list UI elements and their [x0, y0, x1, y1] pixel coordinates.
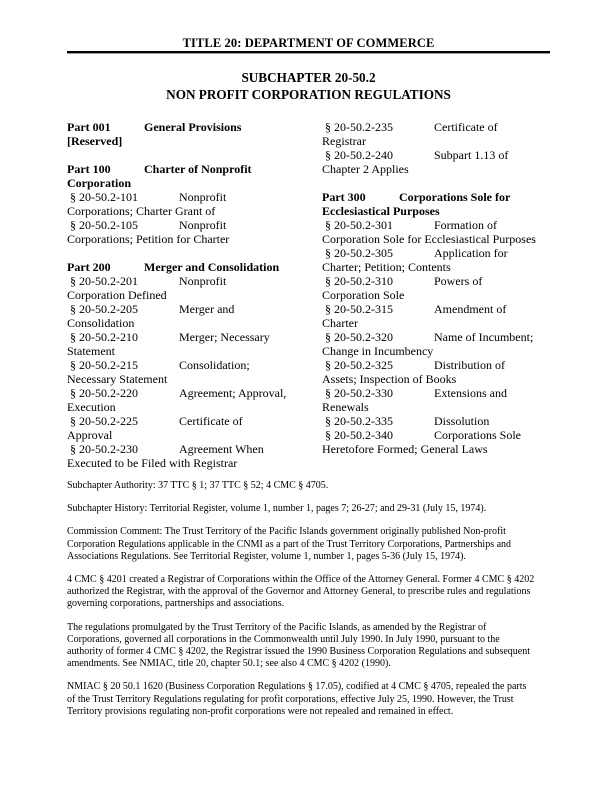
title-rule — [67, 51, 550, 53]
toc-entry-line — [67, 302, 322, 316]
toc-entry-section-201 — [67, 274, 322, 302]
toc-entry-number: § 20-50.2-201 — [70, 274, 138, 288]
toc-entry-section-105 — [67, 218, 322, 246]
toc-entry-desc: General Provisions — [144, 120, 242, 134]
toc-entry-cont: Heretofore Formed; General Laws — [322, 442, 488, 456]
toc-entry-cont: Charter — [322, 316, 358, 330]
toc-entry-number: § 20-50.2-210 — [70, 330, 138, 344]
note-commission-comment-3 — [67, 622, 550, 671]
toc-entry-number: § 20-50.2-235 — [325, 120, 393, 134]
toc-entry-cont: Registrar — [322, 134, 366, 148]
toc-entry-cont: Executed to be Filed with Registrar — [67, 456, 238, 470]
toc-entry-line — [67, 162, 322, 176]
note-line: Subchapter Authority: 37 TTC § 1; 37 TTC § 52; 4 CMC § 4705. — [67, 480, 329, 491]
toc-entry-line — [67, 414, 322, 428]
toc-entry-section-215 — [67, 358, 322, 386]
toc-gap — [67, 246, 322, 260]
toc-entry-section-225 — [67, 414, 322, 442]
note-line: Territory provisions regulating non-profit corporations were not repealed and remained in effect. — [67, 705, 454, 717]
note-line: The regulations promulgated by the Trust Territory of the Pacific Islands, as amended by the Registrar of — [67, 621, 487, 633]
toc-entry-desc: Dissolution — [434, 414, 490, 428]
toc-entry-line — [322, 386, 550, 400]
toc-entry-desc: Certificate of — [179, 414, 243, 428]
toc-gap — [322, 176, 550, 190]
note-line: NMIAC § 20 50.1 1620 (Business Corporation Regulations § 17.05), codified at 4 CMC § 4705, repealed the parts — [67, 681, 527, 693]
toc-entry-number: § 20-50.2-215 — [70, 358, 138, 372]
toc-entry-number: Part 001 — [67, 120, 111, 134]
note-line: Subchapter History: Territorial Register, volume 1, number 1, pages 7; 26-27; and 29-31 (July 15, 1974). — [67, 503, 487, 515]
note-line: amendments. See NMIAC, title 20, chapter 50.1; see also 4 CMC § 4202 (1990). — [67, 658, 391, 670]
toc-entry-section-235 — [322, 120, 550, 148]
toc-entry-line — [67, 218, 322, 232]
toc-entry-desc: Corporations Sole — [434, 428, 521, 442]
toc-entry-number: § 20-50.2-230 — [70, 442, 138, 456]
table-of-contents — [67, 120, 550, 470]
toc-entry-section-305 — [322, 246, 550, 274]
toc-entry-line — [67, 358, 322, 372]
note-subchapter-authority — [67, 480, 550, 492]
toc-entry-section-210 — [67, 330, 322, 358]
toc-entry-desc: Amendment of — [434, 302, 507, 316]
toc-entry-line — [322, 190, 550, 204]
toc-entry-cont: Change in Incumbency — [322, 344, 434, 358]
toc-entry-line — [67, 442, 322, 456]
toc-entry-number: § 20-50.2-310 — [325, 274, 393, 288]
toc-entry-section-240 — [322, 148, 550, 176]
toc-entry-section-335 — [322, 414, 550, 428]
toc-entry-desc: Extensions and — [434, 386, 507, 400]
toc-entry-line — [322, 246, 550, 260]
toc-entry-line — [67, 274, 322, 288]
toc-entry-cont: Charter; Petition; Contents — [322, 260, 451, 274]
note-line: Corporation Regulations applicable in the CNMI as a part of the Trust Territory Corporations, Partnerships and — [67, 538, 512, 550]
toc-entry-number: § 20-50.2-105 — [70, 218, 138, 232]
toc-entry-cont: Necessary Statement — [67, 372, 168, 386]
toc-entry-cont: Corporations; Petition for Charter — [67, 232, 230, 246]
toc-entry-line — [322, 428, 550, 442]
toc-entry-desc: Merger; Necessary — [179, 330, 270, 344]
toc-entry-part-200 — [67, 260, 322, 274]
toc-entry-cont: Ecclesiastical Purposes — [322, 204, 440, 218]
toc-entry-line — [322, 414, 550, 428]
note-commission-comment-2 — [67, 574, 550, 611]
toc-entry-line — [322, 120, 550, 134]
toc-entry-cont: Assets; Inspection of Books — [322, 372, 457, 386]
toc-entry-desc: Application for — [434, 246, 508, 260]
toc-entry-line — [322, 302, 550, 316]
toc-entry-number: § 20-50.2-325 — [325, 358, 393, 372]
toc-entry-cont: Chapter 2 Applies — [322, 162, 409, 176]
toc-entry-part-300 — [322, 190, 550, 218]
toc-entry-section-330 — [322, 386, 550, 414]
toc-entry-desc: Certificate of — [434, 120, 498, 134]
toc-entry-section-320 — [322, 330, 550, 358]
toc-entry-desc: Nonprofit — [179, 218, 227, 232]
toc-entry-number: § 20-50.2-205 — [70, 302, 138, 316]
toc-entry-number: Part 100 — [67, 162, 111, 176]
toc-entry-line — [67, 120, 322, 134]
note-line: Corporations, governed all corporations in the Commonwealth until July 1990. In July 1990, pursuant to the — [67, 633, 500, 645]
toc-entry-desc: Nonprofit — [179, 274, 227, 288]
toc-entry-line — [67, 330, 322, 344]
toc-entry-cont: Consolidation — [67, 316, 135, 330]
toc-entry-desc: Charter of Nonprofit — [144, 162, 252, 176]
toc-entry-number: Part 300 — [322, 190, 366, 204]
toc-gap — [67, 148, 322, 162]
toc-entry-part-100 — [67, 162, 322, 190]
note-line: 4 CMC § 4201 created a Registrar of Corporations within the Office of the Attorney General. Former 4 CMC § 4202 — [67, 574, 535, 586]
toc-entry-line — [322, 148, 550, 162]
toc-entry-line — [67, 260, 322, 274]
toc-entry-desc: Name of Incumbent; — [434, 330, 534, 344]
toc-entry-number: § 20-50.2-225 — [70, 414, 138, 428]
toc-entry-cont: Statement — [67, 344, 115, 358]
toc-entry-section-205 — [67, 302, 322, 330]
toc-entry-cont: Corporation Defined — [67, 288, 167, 302]
toc-entry-section-325 — [322, 358, 550, 386]
toc-entry-cont: Corporation Sole — [322, 288, 405, 302]
toc-entry-desc: Agreement When — [179, 442, 264, 456]
note-commission-comment-1 — [67, 526, 550, 563]
toc-entry-section-301 — [322, 218, 550, 246]
note-commission-comment-4 — [67, 681, 550, 718]
toc-entry-desc: Subpart 1.13 of — [434, 148, 509, 162]
toc-entry-section-101 — [67, 190, 322, 218]
page-title: TITLE 20: DEPARTMENT OF COMMERCE — [182, 36, 435, 50]
toc-entry-number: § 20-50.2-340 — [325, 428, 393, 442]
toc-entry-line — [322, 218, 550, 232]
note-line: of the Trust Territory Regulations regulating for profit corporations, effective July 25, 1990. However, the Trust — [67, 693, 514, 705]
toc-entry-line — [322, 274, 550, 288]
toc-entry-line — [67, 190, 322, 204]
toc-entry-number: § 20-50.2-330 — [325, 386, 393, 400]
toc-entry-number: § 20-50.2-305 — [325, 246, 393, 260]
toc-entry-number: § 20-50.2-240 — [325, 148, 393, 162]
toc-entry-cont: Corporation Sole for Ecclesiastical Purposes — [322, 232, 536, 246]
toc-entry-cont: Corporation — [67, 176, 131, 190]
toc-entry-line — [67, 386, 322, 400]
toc-entry-section-340 — [322, 428, 550, 456]
toc-entry-section-315 — [322, 302, 550, 330]
toc-entry-desc: Merger and — [179, 302, 235, 316]
note-line: Associations Regulations. See Territorial Register, volume 1, number 1, pages 5-36 (July 15, 1974). — [67, 550, 466, 562]
notes-section — [67, 480, 550, 718]
toc-column-right — [322, 120, 550, 470]
toc-column-left — [67, 120, 322, 470]
toc-entry-desc: Consolidation; — [179, 358, 250, 372]
toc-entry-desc: Nonprofit — [179, 190, 227, 204]
toc-entry-cont: Renewals — [322, 400, 369, 414]
toc-entry-number: § 20-50.2-301 — [325, 218, 393, 232]
note-line: authority of former 4 CMC § 4202, the Registrar issued the 1990 Business Corporation Regulations and subsequent — [67, 646, 530, 658]
note-line: governing corporations, partnerships and associations. — [67, 598, 285, 610]
toc-entry-section-230 — [67, 442, 322, 470]
toc-entry-desc: Corporations Sole for — [399, 190, 511, 204]
note-line: authorized the Registrar, with the approval of the Governor and Attorney General, to prescribe rules and regulations — [67, 586, 531, 598]
toc-entry-cont: Execution — [67, 400, 116, 414]
subchapter-number: SUBCHAPTER 20-50.2 — [241, 70, 376, 85]
toc-entry-desc: Distribution of — [434, 358, 505, 372]
subchapter-heading — [67, 70, 550, 103]
toc-entry-number: Part 200 — [67, 260, 111, 274]
note-line: Commission Comment: The Trust Territory of the Pacific Islands government originally published Non-profit — [67, 526, 506, 538]
toc-entry-section-310 — [322, 274, 550, 302]
toc-entry-number: § 20-50.2-320 — [325, 330, 393, 344]
toc-entry-line — [322, 358, 550, 372]
toc-entry-cont: Corporations; Charter Grant of — [67, 204, 216, 218]
subchapter-title: NON PROFIT CORPORATION REGULATIONS — [166, 86, 451, 102]
toc-entry-desc: Formation of — [434, 218, 497, 232]
toc-entry-cont: [Reserved] — [67, 134, 123, 148]
toc-entry-desc: Agreement; Approval, — [179, 386, 287, 400]
toc-entry-desc: Powers of — [434, 274, 483, 288]
toc-entry-part-001 — [67, 120, 322, 148]
toc-entry-number: § 20-50.2-101 — [70, 190, 138, 204]
toc-entry-section-220 — [67, 386, 322, 414]
toc-entry-cont: Approval — [67, 428, 113, 442]
toc-entry-line — [322, 330, 550, 344]
note-subchapter-history — [67, 503, 550, 515]
toc-entry-number: § 20-50.2-315 — [325, 302, 393, 316]
toc-entry-number: § 20-50.2-220 — [70, 386, 138, 400]
toc-entry-desc: Merger and Consolidation — [144, 260, 280, 274]
toc-entry-number: § 20-50.2-335 — [325, 414, 393, 428]
